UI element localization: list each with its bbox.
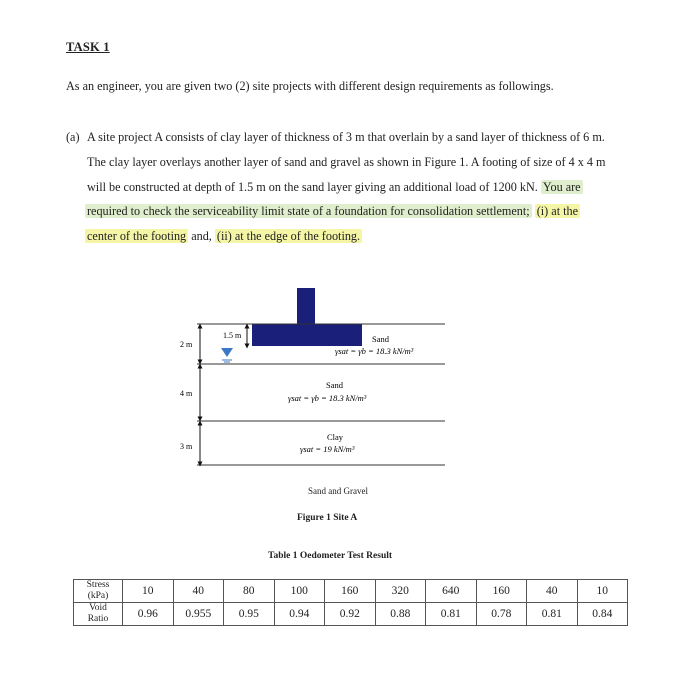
dim-4m: 4 m: [180, 389, 193, 398]
stress-header-line-2: (kPa): [87, 591, 109, 601]
part-a-line-1: A site project A consists of clay layer of thickness of 3 m that overlain by a sand layer of thickness of 6 m.: [87, 130, 605, 144]
dim-1-5m: 1.5 m: [223, 331, 242, 340]
dim-2m: 2 m: [180, 340, 193, 349]
void-ratio-row: [74, 603, 628, 626]
void-ratio-cell: 0.955: [173, 603, 224, 626]
dim-3m: 3 m: [180, 442, 193, 451]
task-title: TASK 1: [66, 40, 110, 54]
sand-layer-1-weight: γsat = γb = 18.3 kN/m³: [335, 346, 414, 356]
void-ratio-cell: 0.84: [577, 603, 628, 626]
part-a-line-3: [87, 180, 583, 195]
void-ratio-cell: 0.95: [224, 603, 275, 626]
part-a-line-2: The clay layer overlays another layer of sand and gravel as shown in Figure 1. A footing of size of 4 x 4 m: [87, 155, 606, 169]
figure-caption: Figure 1 Site A: [297, 513, 358, 523]
void-ratio-cell: 0.88: [375, 603, 426, 626]
part-a-line-5-and: and,: [191, 229, 212, 243]
intro-text: As an engineer, you are given two (2) site projects with different design requirements as followings.: [66, 79, 554, 93]
void-ratio-cell: 0.96: [123, 603, 174, 626]
sand-layer-2-weight: γsat = γb = 18.3 kN/m³: [288, 393, 367, 403]
sand-layer-2-label: Sand: [326, 380, 343, 390]
part-a-line-3-text: will be constructed at depth of 1.5 m on the sand layer giving an additional load of 1200 kN.: [87, 180, 538, 194]
footing-base: [252, 324, 362, 346]
void-ratio-cell: 0.81: [527, 603, 578, 626]
site-a-figure: [160, 284, 460, 474]
clay-layer-label: Clay: [327, 432, 344, 442]
void-ratio-cell: 0.92: [325, 603, 376, 626]
stress-cell: 160: [476, 580, 527, 603]
stress-cell: 10: [123, 580, 174, 603]
stress-cell: 10: [577, 580, 628, 603]
stress-cell: 80: [224, 580, 275, 603]
highlight-serviceability: required to check the serviceability limit state of a foundation for consolidation settlement;: [87, 204, 530, 218]
stress-header-line-1: Stress: [86, 580, 110, 590]
part-a-line-4: [85, 204, 580, 219]
void-ratio-header: [74, 603, 123, 626]
highlight-edge: (ii) at the edge of the footing.: [216, 229, 361, 243]
clay-layer-weight: γsat = 19 kN/m³: [300, 444, 355, 454]
sand-gravel-label: Sand and Gravel: [308, 486, 368, 496]
part-a-line-5: [85, 229, 362, 244]
highlight-point-i: (i) at the: [536, 204, 579, 218]
stress-header: [74, 580, 123, 603]
void-header-line-2: Ratio: [87, 614, 109, 624]
highlight-you-are: You are: [542, 180, 581, 194]
highlight-center: center of the footing: [87, 229, 187, 243]
stress-row: [74, 580, 628, 603]
void-ratio-cell: 0.78: [476, 603, 527, 626]
void-ratio-cell: 0.94: [274, 603, 325, 626]
stress-cell: 40: [173, 580, 224, 603]
part-a-label: (a): [66, 130, 80, 144]
sand-layer-1-label: Sand: [372, 334, 389, 344]
stress-cell: 320: [375, 580, 426, 603]
void-ratio-cell: 0.81: [426, 603, 477, 626]
oedometer-table: [73, 579, 628, 626]
water-table-icon: [221, 348, 233, 357]
stress-cell: 160: [325, 580, 376, 603]
footing-column: [297, 288, 315, 326]
stress-cell: 40: [527, 580, 578, 603]
stress-cell: 100: [274, 580, 325, 603]
table-caption: Table 1 Oedometer Test Result: [268, 551, 393, 561]
stress-cell: 640: [426, 580, 477, 603]
void-header-line-1: Void: [89, 603, 107, 613]
